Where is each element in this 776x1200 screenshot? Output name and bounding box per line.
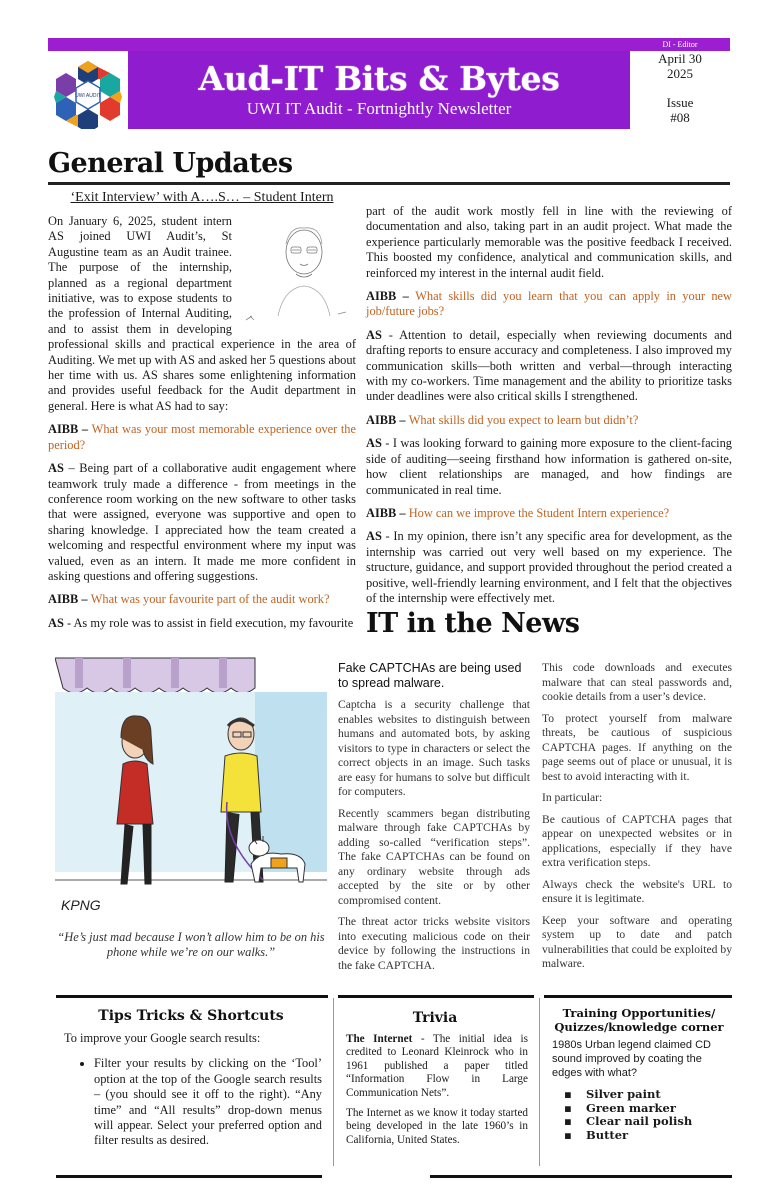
news-column-right (542, 661, 732, 979)
issue-date-line2: 2025 (667, 66, 693, 81)
answer-text: - In my opinion, there isn’t any specific area for development, as the internship was carried out very well based on my experience. The structure, guidance, and support provided throughout the period created a positive, well-friendly learning environment, and I felt that the objectives of the internship were effectively met. (366, 529, 732, 605)
tips-list (64, 1056, 322, 1148)
news-paragraph: Captcha is a security challenge that enables websites to distinguish between humans and automated bots, by asking visitors to type in characters or select the correct objects in an image. Such tasks are easy for humans to solve but difficult for computers. (338, 698, 530, 798)
quiz-option: ▪ Clear nail polish (564, 1115, 730, 1129)
training-top-rule (544, 995, 732, 998)
editor-tag: DI - Editor (662, 40, 698, 49)
news-column-left (338, 661, 530, 980)
quiz-option: ▪ Silver paint (564, 1088, 730, 1102)
answer-label: AS (366, 436, 382, 451)
it-in-the-news-heading: IT in the News (366, 608, 580, 639)
quiz-options (552, 1088, 730, 1142)
footer-rule-left (56, 1175, 322, 1178)
article-title (48, 190, 356, 206)
trivia-text: - The initial idea is credited to Leonard Kleinrock who in 1961 published a paper titled “Information Flow in Large Communication Nets”. (346, 1033, 528, 1099)
news-paragraph: Always check the website's URL to ensure it is legitimate. (542, 877, 732, 905)
news-paragraph: The threat actor tricks website visitors into executing malicious code on their device by following the instructions in the fake CAPTCHA. (338, 915, 530, 972)
interview-column-right (366, 204, 732, 614)
question-text: What skills did you expect to learn but didn’t? (408, 412, 639, 427)
section-divider (48, 182, 730, 185)
answer-4 (366, 436, 732, 498)
trivia-paragraph (346, 1033, 528, 1100)
question-label: AIBB – (48, 422, 89, 437)
question-label: AIBB – (366, 412, 406, 427)
answer-label: AS (48, 615, 64, 630)
answer-text: - As my role was to assist in field execution, my favourite (63, 615, 354, 630)
quiz-option: ▪ Green marker (564, 1102, 730, 1116)
general-updates-heading: General Updates (48, 148, 293, 179)
trivia-title: Trivia (412, 1010, 458, 1026)
tips-top-rule (56, 995, 328, 998)
cartoon-caption: “He’s just mad because I won’t allow him to be on his phone while we’re on our walks.” (57, 930, 325, 959)
news-paragraph: In particular: (542, 791, 603, 804)
interview-column-left (48, 190, 356, 639)
svg-text:KPNG: KPNG (61, 897, 101, 913)
training-box (552, 1038, 730, 1142)
answer-text: – Being part of a collaborative audit engagement where teamwork truly made a difference - from meetings in the conference room working on the new software to other tasks that were assigned, everyone was supportive and open to sharing knowledge. I appreciated how the team created a welcoming and respectful environment where my input was valued, even as an intern. It made me more confident in asking questions and offering suggestions. (48, 461, 356, 583)
news-paragraph: To protect yourself from malware threats, be cautious of suspicious CAPTCHA pages. If anything on the page seems out of place or unusual, it is best to avoid interacting with it. (542, 711, 732, 783)
answer-2-start (48, 616, 356, 631)
answer-5 (366, 529, 732, 606)
question-text: How can we improve the Student Intern experience? (408, 505, 670, 520)
news-paragraph: This code downloads and executes malware that can steal passwords and, cookie details from a user’s device. (542, 661, 732, 703)
question-3 (366, 289, 732, 320)
issue-label: Issue (666, 95, 694, 110)
question-1 (48, 422, 356, 453)
news-paragraph: Recently scammers began distributing malware through fake CAPTCHAs by adding so-called “verification steps”. The fake CAPTCHAs can be found on any ordinary website through ads accepted by the site or by other compromised content. (338, 806, 530, 907)
newsletter-banner (128, 51, 630, 129)
question-4 (366, 413, 732, 428)
newsletter-subtitle (128, 98, 630, 120)
quiz-option: ▪ Butter (564, 1129, 730, 1143)
news-paragraph: Keep your software and operating system up to date and patch vulnerabilities that could be exploited by malware. (542, 913, 732, 970)
answer-label: AS (366, 327, 382, 342)
cartoon-illustration (55, 652, 327, 920)
question-5 (366, 506, 732, 521)
column-divider (333, 998, 334, 1166)
article-title-text: ‘Exit Interview’ with A….S… – Student Intern (70, 190, 334, 205)
issue-number: #08 (670, 110, 690, 125)
column-divider (539, 998, 540, 1166)
trivia-box (346, 1033, 528, 1154)
interview-intro: On January 6, 2025, student intern AS joined UWI Audit’s, St Augustine team as an Audit trainee. The purpose of the internship, planned as a regional department initiative, was to expose students to the profession of Internal Auditing, and to assist them in developing professional skills and practical experience in the area of Auditing. We met up with AS and asked her 5 questions about her time with us. AS shares some enlightening information and provides useful feedback for the Audit department in general. Here is what AS had to say: (48, 214, 356, 413)
tips-intro: To improve your Google search results: (64, 1031, 261, 1045)
answer-1 (48, 461, 356, 584)
news-headline: Fake CAPTCHAs are being used to spread malware. (338, 661, 522, 690)
question-text: What was your most memorable experience over the period? (48, 422, 356, 452)
newsletter-title: Aud-IT Bits & Bytes (198, 59, 560, 98)
question-label: AIBB – (366, 289, 409, 304)
footer-rule-right (430, 1175, 732, 1178)
trivia-paragraph: The Internet as we know it today started being developed in the late 1960’s in California, United States. (346, 1107, 528, 1146)
training-title: Training Opportunities/ Quizzes/knowledge corner (554, 1006, 724, 1034)
issue-date-line1: April 30 (658, 51, 702, 66)
quiz-question: 1980s Urban legend claimed CD sound improved by coating the edges with what? (552, 1039, 711, 1079)
tips-list-item: • Filter your results by clicking on the ‘Tool’ option at the top of the Google search results – (you should see it off to the right). “Any time” and “All results” drop-down menus will appear. Select your preferred option and filter results as desired. (94, 1056, 322, 1148)
answer-text: - I was looking forward to gaining more exposure to the client-facing side of auditing—seeing firsthand how information is gathered on-site, how client relationships are managed, and how findings are communicated in real time. (366, 436, 732, 497)
question-2 (48, 592, 356, 607)
intern-sketch-portrait (238, 216, 360, 324)
question-text: What was your favourite part of the audit work? (90, 592, 330, 607)
answer-text: - Attention to detail, especially when reviewing documents and drafting reports to ensure accuracy and completeness. I also improved my communication skills—both written and verbal—through interacting with my co-workers. Time management and the ability to prioritize tasks under deadlines were also critical skills I strengthened. (366, 327, 732, 404)
answer-label: AS (366, 529, 382, 544)
question-label: AIBB – (48, 592, 88, 607)
question-text: What skills did you learn that you can apply in your new job/future jobs? (366, 289, 732, 319)
answer-3 (366, 328, 732, 405)
subtitle-type: Fortnightly Newsletter (356, 99, 512, 118)
issue-date-box (630, 51, 730, 129)
tips-box (64, 1031, 322, 1149)
news-paragraph: Be cautious of CAPTCHA pages that appear on unexpected websites or in applications, especially if they have extra verification steps. (542, 812, 732, 869)
trivia-lead: The Internet (346, 1033, 413, 1045)
tips-title: Tips Tricks & Shortcuts (98, 1008, 284, 1024)
answer-2-continued: part of the audit work mostly fell in line with the reviewing of documentation and also, taking part in an audit project. What made the experience particularly memorable was the positive feedback I received. This boosted my confidence, analytical and communication skills, and reinforced my interest in the internal audit field. (366, 204, 732, 280)
answer-label: AS (48, 461, 64, 476)
subtitle-org: UWI IT Audit - (246, 99, 357, 118)
trivia-top-rule (338, 995, 534, 998)
uwi-audit-logo (48, 51, 128, 129)
svg-text:UWI AUDIT: UWI AUDIT (75, 93, 101, 99)
masthead-top-rule (48, 38, 730, 51)
question-label: AIBB – (366, 505, 406, 520)
